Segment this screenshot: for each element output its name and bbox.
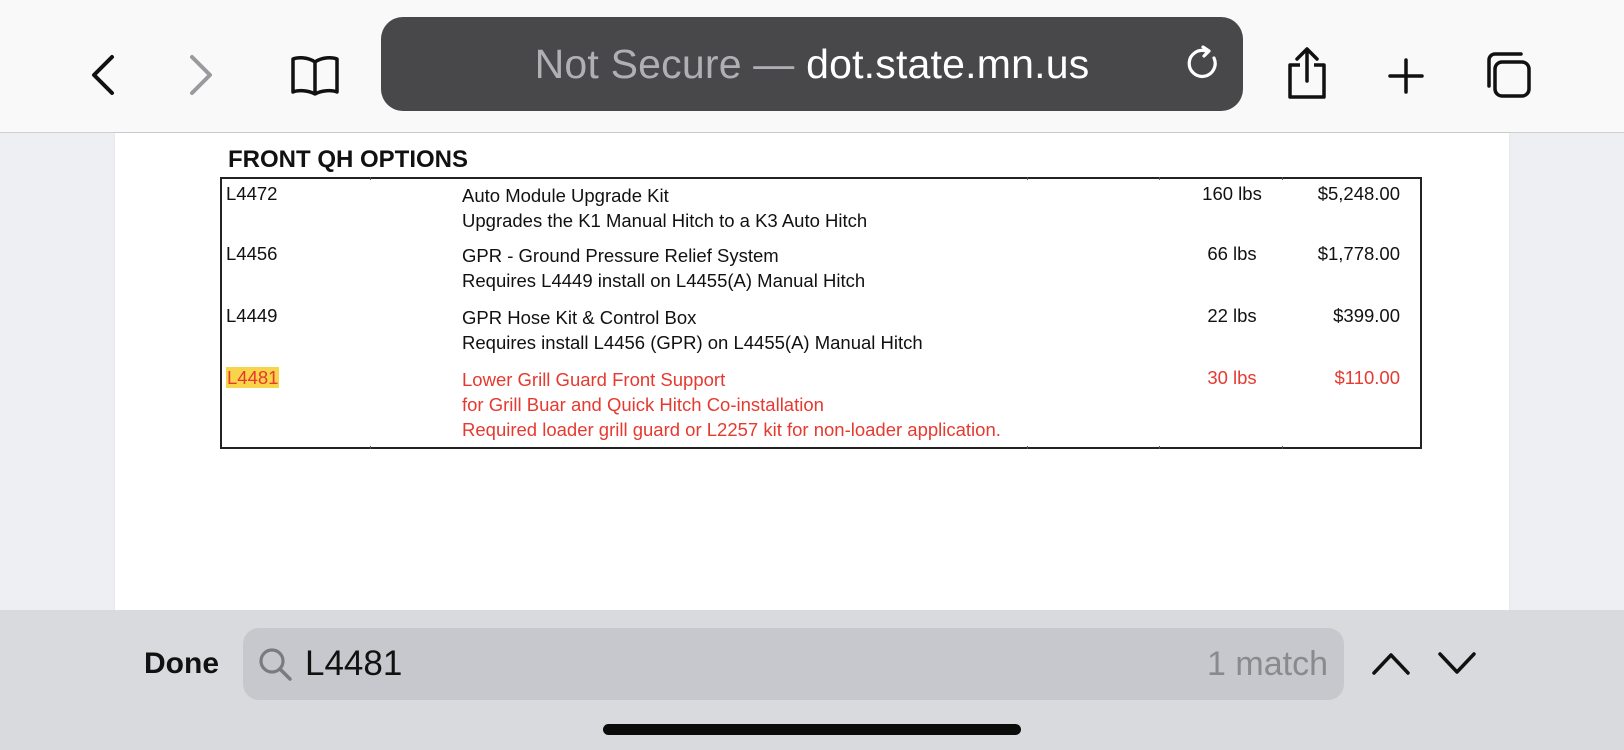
- part-weight: 30 lbs: [1207, 367, 1257, 388]
- column-tick: [1159, 177, 1160, 180]
- reload-button[interactable]: [1183, 44, 1223, 89]
- part-code: L4472: [226, 183, 278, 204]
- description-line: GPR - Ground Pressure Relief System: [462, 245, 779, 266]
- description-line: for Grill Buar and Quick Hitch Co-installation: [462, 394, 824, 415]
- column-tick: [1282, 446, 1283, 449]
- reload-icon: [1183, 44, 1223, 84]
- browser-toolbar: [0, 0, 1624, 133]
- tabs-button[interactable]: [1483, 50, 1535, 100]
- options-table: [220, 177, 1422, 449]
- back-icon: [88, 53, 116, 97]
- description-line: Auto Module Upgrade Kit: [462, 185, 669, 206]
- chevron-down-icon: [1437, 650, 1477, 676]
- done-button[interactable]: Done: [144, 647, 219, 680]
- share-button[interactable]: [1285, 46, 1329, 102]
- find-input[interactable]: [305, 628, 1105, 700]
- description-line: Requires install L4456 (GPR) on L4455(A) Manual Hitch: [462, 332, 923, 353]
- address-security-label: Not Secure —: [534, 41, 807, 87]
- address-bar[interactable]: [381, 17, 1243, 111]
- column-tick: [1282, 177, 1283, 180]
- find-field[interactable]: [243, 628, 1344, 700]
- description-line: GPR Hose Kit & Control Box: [462, 307, 697, 328]
- part-weight: 160 lbs: [1202, 183, 1262, 204]
- part-code: L4456: [226, 243, 278, 264]
- column-tick: [370, 446, 371, 449]
- section-title: FRONT QH OPTIONS: [228, 146, 468, 173]
- forward-button[interactable]: [182, 50, 222, 100]
- previous-match-button[interactable]: [1370, 645, 1412, 681]
- column-tick: [1159, 446, 1160, 449]
- home-indicator: [603, 724, 1021, 735]
- search-match-highlight: L4481: [227, 367, 279, 388]
- new-tab-icon: [1387, 57, 1425, 95]
- part-code: L4449: [226, 305, 278, 326]
- tabs-icon: [1484, 51, 1534, 99]
- part-description: [462, 305, 923, 355]
- next-match-button[interactable]: [1436, 645, 1478, 681]
- part-description: [462, 367, 1001, 442]
- description-line: Upgrades the K1 Manual Hitch to a K3 Auto Hitch: [462, 210, 868, 231]
- bookmarks-button[interactable]: [288, 52, 342, 98]
- share-icon: [1286, 47, 1328, 101]
- part-description: [462, 183, 867, 233]
- description-line: Required loader grill guard or L2257 kit for non-loader application.: [462, 419, 1001, 440]
- part-price: $5,248.00: [1317, 183, 1400, 204]
- part-description: [462, 243, 865, 293]
- address-host: dot.state.mn.us: [806, 41, 1090, 87]
- chevron-up-icon: [1371, 650, 1411, 676]
- description-line: Requires L4449 install on L4455(A) Manual Hitch: [462, 270, 866, 291]
- address-text: [381, 17, 1243, 111]
- part-weight: 22 lbs: [1207, 305, 1257, 326]
- forward-icon: [188, 53, 216, 97]
- bookmarks-icon: [290, 54, 340, 96]
- new-tab-button[interactable]: [1386, 56, 1426, 96]
- match-count: 1 match: [1207, 645, 1328, 683]
- part-code: [226, 367, 279, 389]
- back-button[interactable]: [82, 50, 122, 100]
- column-tick: [1027, 177, 1028, 180]
- column-tick: [370, 177, 371, 180]
- description-line: Lower Grill Guard Front Support: [462, 369, 726, 390]
- part-price: $110.00: [1334, 367, 1400, 388]
- search-icon: [257, 646, 293, 687]
- column-tick: [1027, 446, 1028, 449]
- part-price: $399.00: [1333, 305, 1400, 326]
- part-weight: 66 lbs: [1207, 243, 1257, 264]
- part-price: $1,778.00: [1317, 243, 1400, 264]
